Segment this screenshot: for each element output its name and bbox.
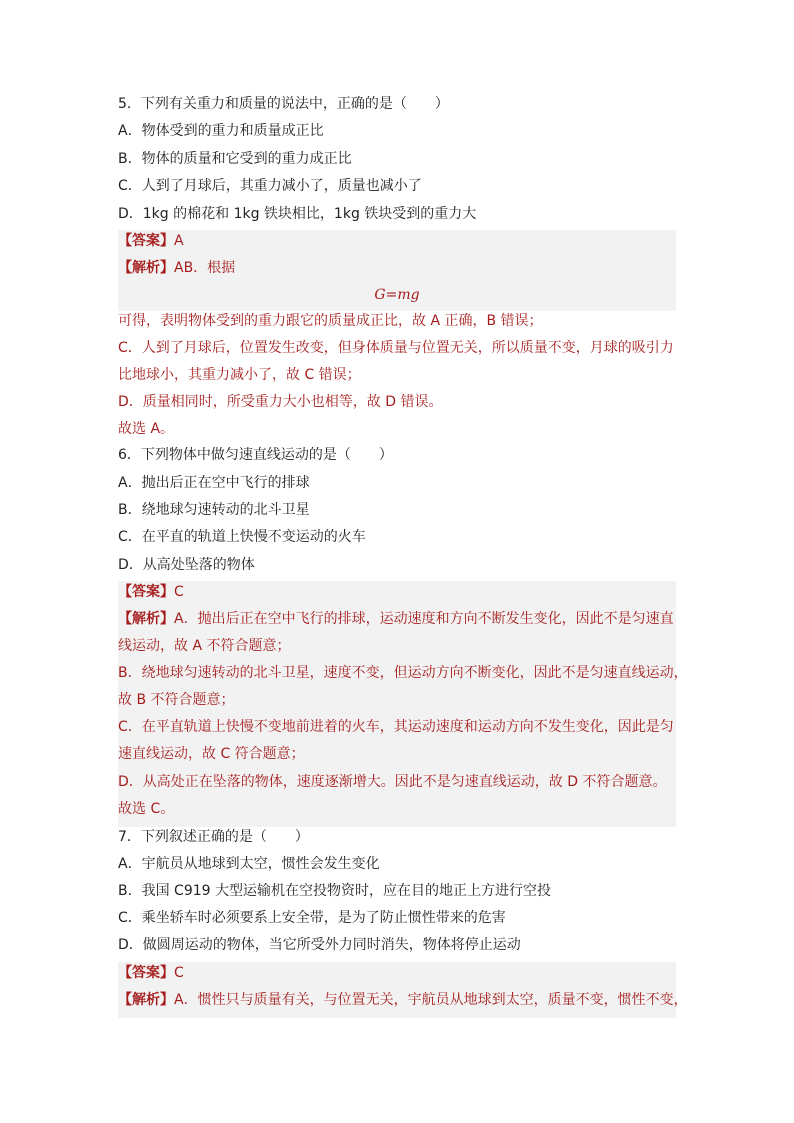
q6-stem: 6．下列物体中做匀速直线运动的是（ ） <box>118 447 393 463</box>
q5-option-c: C．人到了月球后，其重力减小了，质量也减小了 <box>118 178 422 194</box>
q6-answer <box>118 583 678 602</box>
answer-tag: 【答案】 <box>118 233 174 249</box>
q7-option-c: C．乘坐轿车时必须要系上安全带，是为了防止惯性带来的危害 <box>118 910 506 926</box>
answer-tag: 【答案】 <box>118 584 174 600</box>
q5-analysis-line: 故选 A。 <box>118 421 175 437</box>
answer-tag: 【答案】 <box>118 965 174 981</box>
analysis-text: A．惯性只与质量有关，与位置无关，宇航员从地球到太空，质量不变，惯性不变， <box>174 992 688 1008</box>
analysis-tag: 【解析】 <box>118 260 174 276</box>
q6-option-c: C．在平直的轨道上快慢不变运动的火车 <box>118 529 366 545</box>
q6-analysis-line: 线运动，故 A 不符合题意； <box>118 638 291 654</box>
q5-analysis-line: 比地球小，其重力减小了，故 C 错误； <box>118 367 361 383</box>
answer-value: C <box>174 965 184 981</box>
q6-analysis-line: B．绕地球匀速转动的北斗卫星，速度不变，但运动方向不断变化，因此不是匀速直线运动， <box>118 665 688 681</box>
q5-option-d: D．1kg 的棉花和 1kg 铁块相比，1kg 铁块受到的重力大 <box>118 206 477 222</box>
q5-option-a: A．物体受到的重力和质量成正比 <box>118 123 324 139</box>
answer-value: C <box>174 584 184 600</box>
q6-analysis-line: D．从高处正在坠落的物体，速度逐渐增大。因此不是匀速直线运动，故 D 不符合题意。 <box>118 774 667 790</box>
q6-analysis-line: 故 B 不符合题意； <box>118 692 235 708</box>
analysis-text: AB．根据 <box>174 260 236 276</box>
q6-analysis-line: 速直线运动，故 C 符合题意； <box>118 746 305 762</box>
q5-analysis-line: 可得，表明物体受到的重力跟它的质量成正比，故 A 正确，B 错误； <box>118 313 543 329</box>
q5-analysis-first <box>118 259 678 278</box>
analysis-tag: 【解析】 <box>118 992 174 1008</box>
q7-option-d: D．做圆周运动的物体，当它所受外力同时消失，物体将停止运动 <box>118 937 521 953</box>
q6-option-a: A．抛出后正在空中飞行的排球 <box>118 475 310 491</box>
q5-analysis-line: D．质量相同时，所受重力大小也相等，故 D 错误。 <box>118 394 443 410</box>
q5-analysis-line: C．人到了月球后，位置发生改变，但身体质量与位置无关，所以质量不变，月球的吸引力 <box>118 340 674 356</box>
analysis-text: A．抛出后正在空中飞行的排球，运动速度和方向不断发生变化，因此不是匀速直 <box>174 611 674 627</box>
answer-value: A <box>174 233 184 249</box>
analysis-tag: 【解析】 <box>118 611 174 627</box>
formula: G=mg <box>374 287 420 303</box>
q6-analysis-line: 故选 C。 <box>118 801 175 817</box>
q6-option-d: D．从高处坠落的物体 <box>118 557 255 573</box>
q5-option-b: B．物体的质量和它受到的重力成正比 <box>118 151 352 167</box>
q7-option-b: B．我国 C919 大型运输机在空投物资时，应在目的地正上方进行空投 <box>118 883 552 899</box>
q6-analysis-first <box>118 610 678 629</box>
q6-analysis-line: C．在平直轨道上快慢不变地前进着的火车，其运动速度和运动方向不发生变化，因此是匀 <box>118 719 674 735</box>
q7-answer <box>118 964 678 983</box>
q7-analysis-first <box>118 991 688 1010</box>
q6-option-b: B．绕地球匀速转动的北斗卫星 <box>118 502 310 518</box>
q7-stem: 7．下列叙述正确的是（ ） <box>118 829 309 845</box>
q5-stem: 5．下列有关重力和质量的说法中，正确的是（ ） <box>118 96 449 112</box>
q7-option-a: A．宇航员从地球到太空，惯性会发生变化 <box>118 856 380 872</box>
q5-answer <box>118 232 678 251</box>
